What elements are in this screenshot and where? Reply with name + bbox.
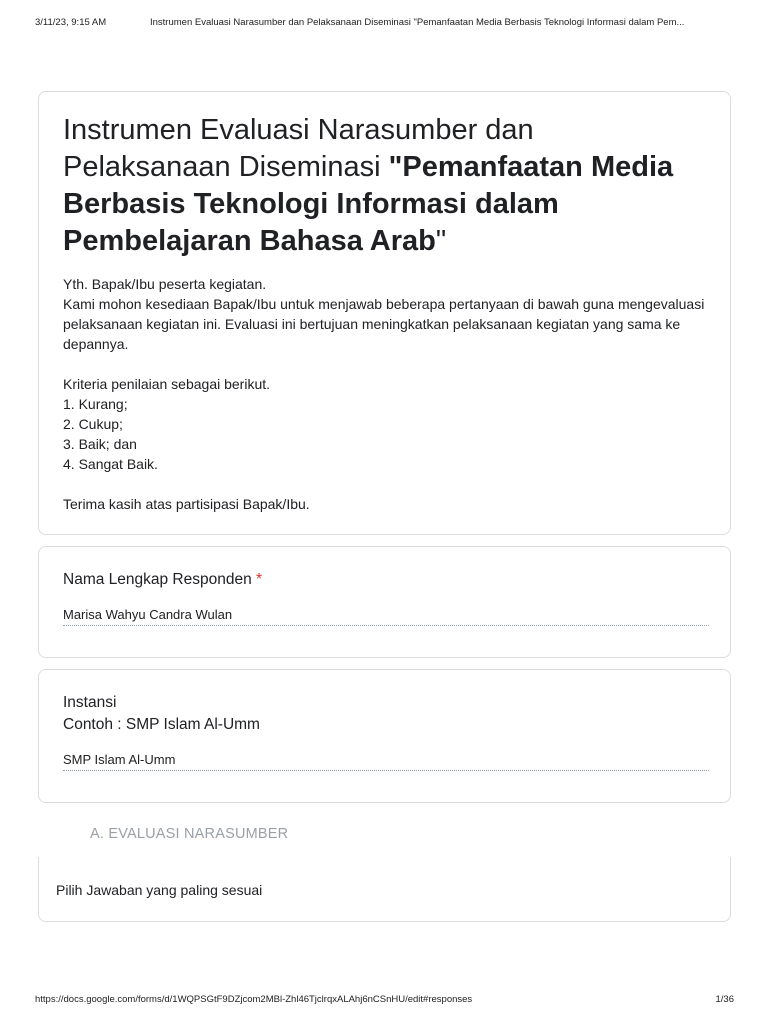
page-number: 1/36 (715, 994, 734, 1005)
form-title-regular: Instrumen Evaluasi Narasumber dan Pelaksanaan Diseminasi (63, 114, 534, 183)
section-header: A. EVALUASI NARASUMBER (90, 826, 289, 842)
form-title-bold: "Pemanfaatan Media Berbasis Teknologi Informasi dalam Pembelajaran Bahasa Arab (63, 151, 674, 257)
print-url: https://docs.google.com/forms/d/1WQPSGtF9DZjcom2MBl-Zhl46TjclrqxALAhj6nCSnHU/edit#responses (35, 994, 473, 1005)
section-description-card (38, 857, 731, 922)
print-footer (35, 994, 734, 1008)
print-timestamp: 3/11/23, 9:15 AM (35, 17, 107, 28)
question-card-nama (38, 546, 731, 658)
question-title: Instansi Contoh : SMP Islam Al-Umm (63, 694, 260, 733)
answer-text: Marisa Wahyu Candra Wulan (63, 606, 709, 626)
form-title-card (38, 91, 731, 535)
print-header (35, 17, 738, 31)
form-title-end: " (435, 225, 447, 257)
question-title-text: Nama Lengkap Responden (63, 571, 252, 588)
form-title (63, 112, 706, 260)
print-document-title: Instrumen Evaluasi Narasumber dan Pelaksanaan Diseminasi "Pemanfaatan Media Berbasis Teknologi Informasi dalam Pem... (150, 17, 685, 28)
question-title (63, 569, 706, 591)
required-asterisk: * (256, 571, 263, 588)
answer-text: SMP Islam Al-Umm (63, 751, 709, 771)
question-card-instansi (38, 669, 731, 803)
form-description: Yth. Bapak/Ibu peserta kegiatan. Kami mohon kesediaan Bapak/Ibu untuk menjawab beberapa pertanyaan di bawah guna mengevaluasi pelaksanaan kegiatan ini. Evaluasi ini bertujuan meningkatkan pelaksanaan kegiatan yang sama ke depannya. Kriteria penilaian sebagai berikut. 1. Kurang; 2. Cukup; 3. Baik; dan 4. Sangat Baik. Terima kasih atas partisipasi Bapak/Ibu. (63, 276, 705, 512)
section-description: Pilih Jawaban yang paling sesuai (56, 882, 263, 898)
